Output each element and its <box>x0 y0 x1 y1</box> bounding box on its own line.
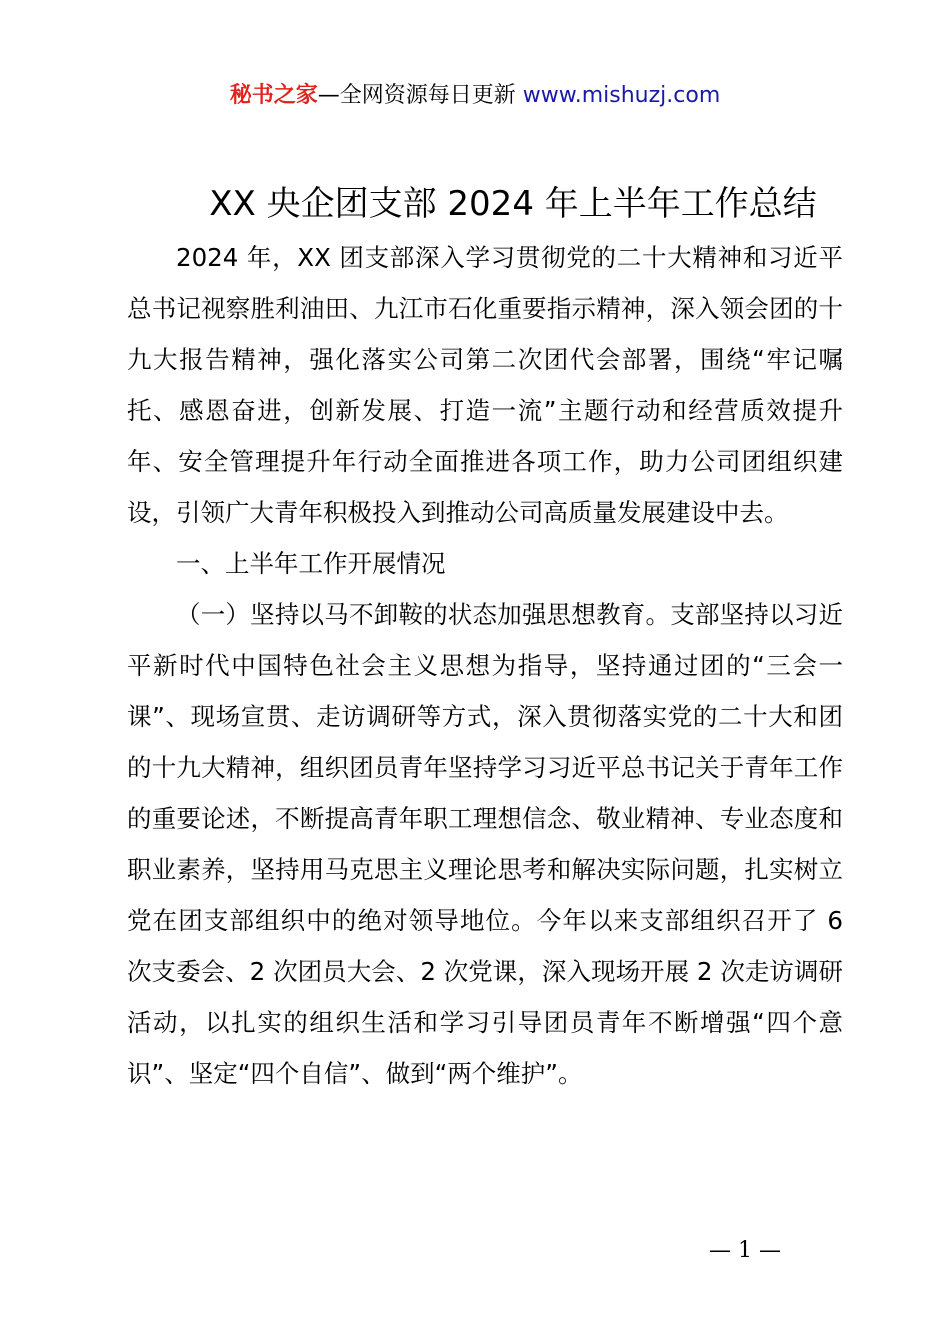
section-heading: 一、上半年工作开展情况 <box>176 549 446 578</box>
document-body <box>127 232 843 1099</box>
page-number: — 1 — <box>709 1238 781 1263</box>
subsection-paragraph: （一）坚持以马不卸鞍的状态加强思想教育。支部坚持以习近平新时代中国特色社会主义思想为指导，坚持通过团的“三会一课”、现场宣贯、走访调研等方式，深入贯彻落实党的二十大和团的十九大精神，组织团员青年坚持学习习近平总书记关于青年工作的重要论述，不断提高青年职工理想信念、敬业精神、专业态度和职业素养，坚持用马克思主义理论思考和解决实际问题，扎实树立党在团支部组织中的绝对领导地位。今年以来支部组织召开了 6 次支委会、2 次团员大会、2 次党课，深入现场开展 2 次走访调研活动，以扎实的组织生活和学习引导团员青年不断增强“四个意识”、坚定“四个自信”、做到“两个维护”。 <box>127 600 843 1088</box>
site-url-link[interactable]: www.mishuzj.com <box>522 83 721 108</box>
site-header <box>0 80 950 112</box>
brand-name: 秘书之家 <box>229 83 318 108</box>
document-title: XX 央企团支部 2024 年上半年工作总结 <box>209 184 817 224</box>
header-tagline: —全网资源每日更新 <box>317 83 516 108</box>
intro-paragraph: 2024 年，XX 团支部深入学习贯彻党的二十大精神和习近平总书记视察胜利油田、九江市石化重要指示精神，深入领会团的十九大报告精神，强化落实公司第二次团代会部署，围绕“牢记嘱托、感恩奋进，创新发展、打造一流”主题行动和经营质效提升年、安全管理提升年行动全面推进各项工作，助力公司团组织建设，引领广大青年积极投入到推动公司高质量发展建设中去。 <box>127 243 843 527</box>
